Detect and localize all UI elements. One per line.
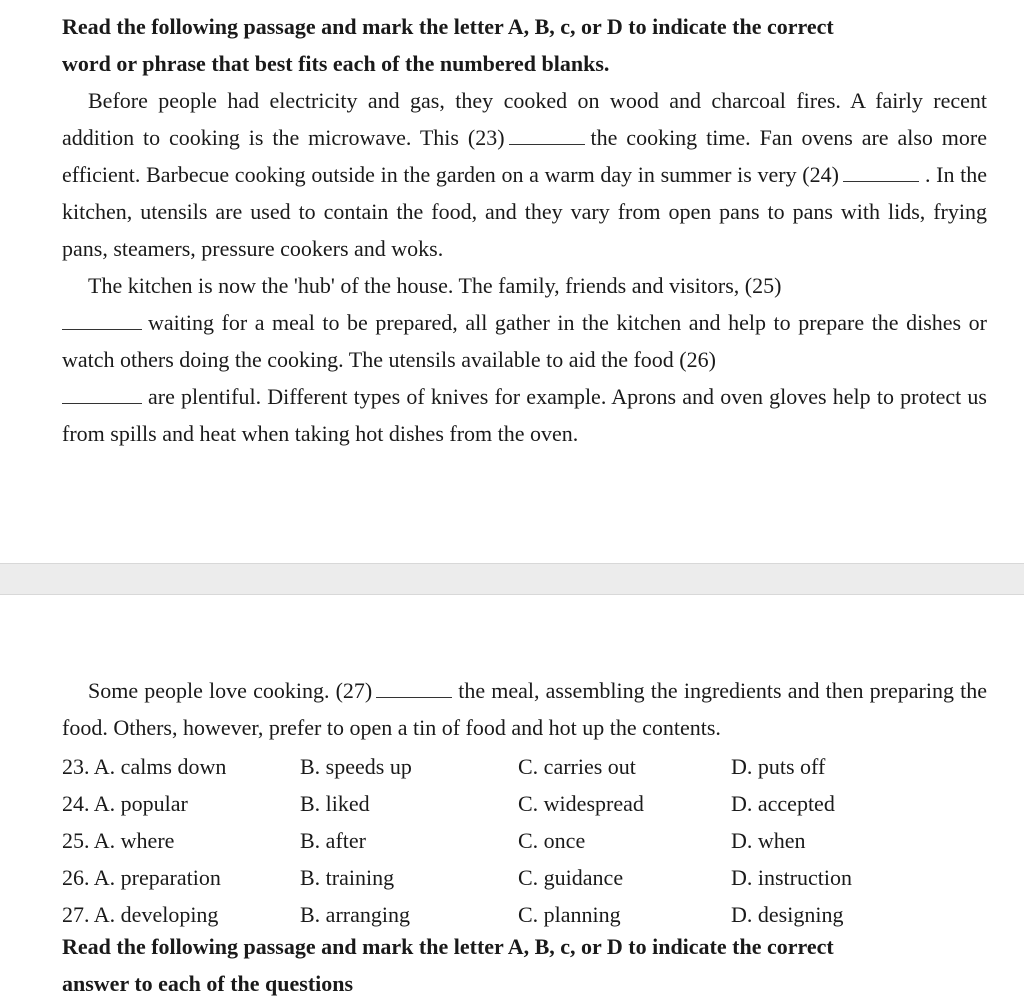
paragraph-1-part-a: Before people had electricity and gas, they cooked on wood and charcoal fires. A fairly recent addition to cooking is the microwave. This (23): [62, 88, 987, 150]
option-27-d[interactable]: D. designing: [731, 902, 844, 927]
option-27-a[interactable]: 27. A. developing: [62, 902, 219, 927]
paragraph-1-part-b: the cooking time. Fan ovens are also more efficient. Barbecue cooking outside in the garden on a warm day in summer is very (24): [62, 125, 987, 187]
next-instruction: [62, 928, 992, 1002]
instruction-line-2: word or phrase that best fits each of the numbered blanks.: [62, 51, 610, 76]
blank-23: [509, 126, 585, 145]
option-26-d[interactable]: D. instruction: [731, 865, 852, 890]
option-23-b[interactable]: B. speeds up: [300, 754, 412, 779]
next-instruction-line-1: Read the following passage and mark the letter A, B, c, or D to indicate the correct: [62, 934, 834, 959]
option-23-a[interactable]: 23. A. calms down: [62, 754, 227, 779]
option-26-a[interactable]: 26. A. preparation: [62, 865, 221, 890]
question-26-options: [62, 859, 987, 896]
answer-options: [62, 748, 987, 933]
question-24-options: [62, 785, 987, 822]
option-25-a[interactable]: 25. A. where: [62, 828, 175, 853]
option-24-c[interactable]: C. widespread: [518, 791, 644, 816]
page-separator: [0, 563, 1024, 595]
paragraph-1: [62, 82, 987, 267]
page-top: [62, 8, 987, 452]
paragraph-2: [62, 267, 987, 452]
paragraph-3: [62, 672, 987, 746]
blank-27: [376, 679, 452, 698]
blank-24: [843, 163, 919, 182]
option-23-d[interactable]: D. puts off: [731, 754, 826, 779]
blank-25: [62, 311, 142, 330]
option-27-c[interactable]: C. planning: [518, 902, 621, 927]
blank-26: [62, 385, 142, 404]
question-25-options: [62, 822, 987, 859]
paragraph-2-part-c: are plentiful. Different types of knives for example. Aprons and oven gloves help to protect us from spills and heat when taking hot dishes from the oven.: [62, 384, 987, 446]
option-23-c[interactable]: C. carries out: [518, 754, 636, 779]
option-25-d[interactable]: D. when: [731, 828, 806, 853]
option-27-b[interactable]: B. arranging: [300, 902, 410, 927]
instruction-line-1: Read the following passage and mark the letter A, B, c, or D to indicate the correct: [62, 14, 834, 39]
option-24-d[interactable]: D. accepted: [731, 791, 835, 816]
page-bottom: [62, 672, 987, 933]
option-24-b[interactable]: B. liked: [300, 791, 370, 816]
paragraph-2-part-b: waiting for a meal to be prepared, all gather in the kitchen and help to prepare the dishes or watch others doing the cooking. The utensils available to aid the food (26): [62, 310, 987, 372]
paragraph-1-part-c: . In the kitchen, utensils are used to contain the food, and they vary from open pans to pans with lids, frying pans, steamers, pressure cookers and woks.: [62, 162, 987, 261]
option-25-c[interactable]: C. once: [518, 828, 586, 853]
question-23-options: [62, 748, 987, 785]
instruction-heading: [62, 8, 987, 82]
paragraph-2-part-a: The kitchen is now the 'hub' of the house. The family, friends and visitors, (25): [88, 273, 782, 298]
option-26-b[interactable]: B. training: [300, 865, 395, 890]
paragraph-3-part-a: Some people love cooking. (27): [88, 678, 373, 703]
option-24-a[interactable]: 24. A. popular: [62, 791, 188, 816]
paragraph-3-part-b: the meal, assembling the ingredients and then preparing the food. Others, however, prefer to open a tin of food and hot up the contents.: [62, 678, 987, 740]
next-instruction-line-2: answer to each of the questions: [62, 971, 354, 996]
option-26-c[interactable]: C. guidance: [518, 865, 624, 890]
option-25-b[interactable]: B. after: [300, 828, 366, 853]
